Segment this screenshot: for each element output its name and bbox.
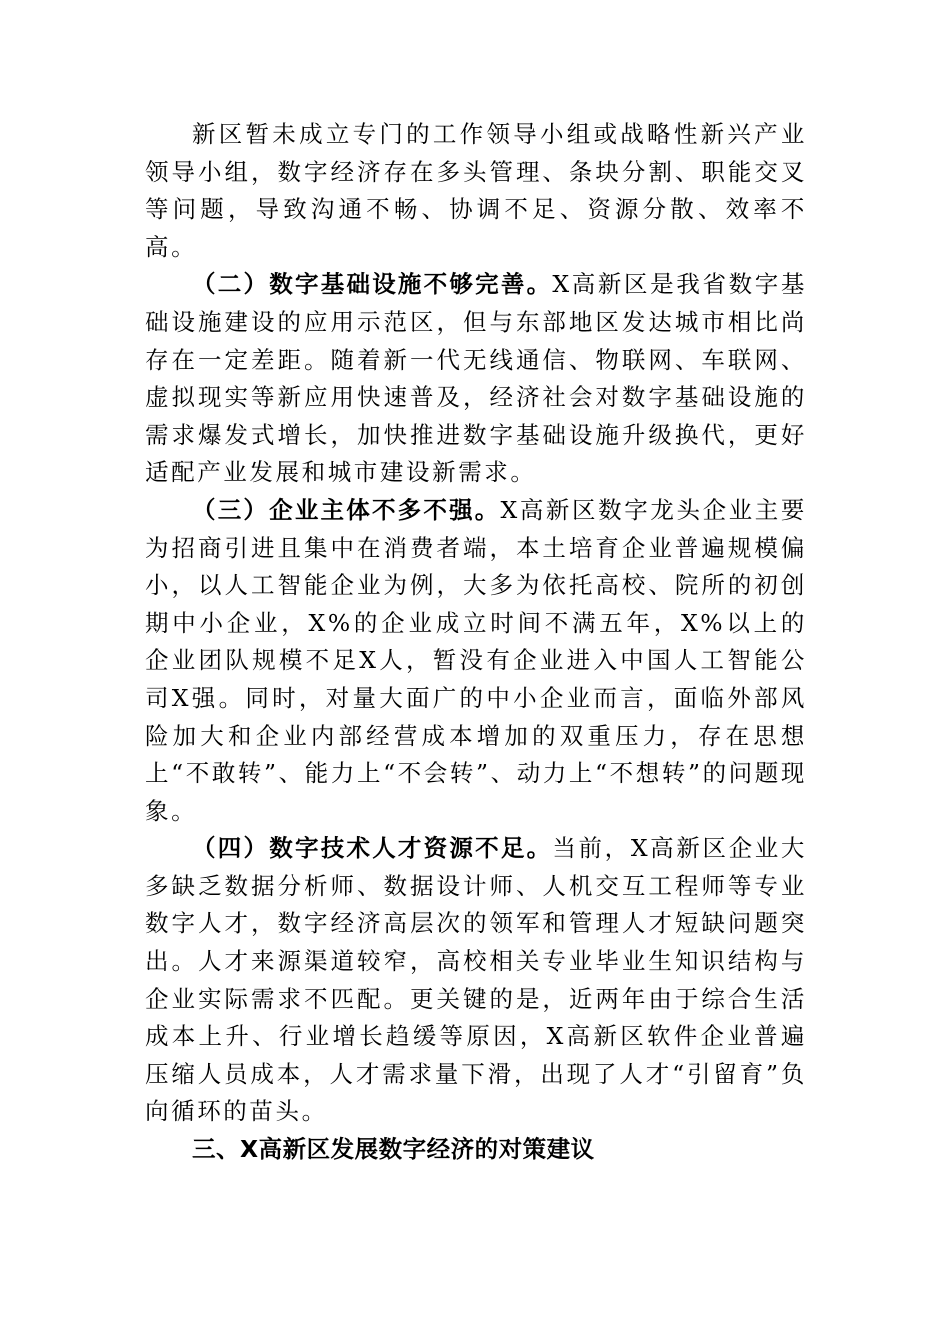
section-heading: 三、X高新区发展数字经济的对策建议 [192,1135,595,1164]
paragraph-3-text: X高新区数字龙头企业主要为招商引进且集中在消费者端，本土培育企业普遍规模偏小，以人工智能企业为例，大多为依托高校、院所的初创期中小企业，X%的企业成立时间不满五年，X%以上的企业团队规模不足X人，暂没有企业进入中国人工智能公司X强。同时，对量大面广的中小企业而言，面临外部风险加大和企业内部经营成本增加的双重压力，存在思想上“不敢转”、能力上“不会转”、动力上“不想转”的问题现象。 [145,495,807,825]
paragraph-4-text: 当前，X高新区企业大多缺乏数据分析师、数据设计师、人机交互工程师等专业数字人才，数字经济高层次的领军和管理人才短缺问题突出。人才来源渠道较窄，高校相关专业毕业生知识结构与企业实际需求不匹配。更关键的是，近两年由于综合生活成本上升、行业增长趋缓等原因，X高新区软件企业普遍压缩人员成本，人才需求量下滑，出现了人才“引留育”负向循环的苗头。 [145,834,807,1126]
paragraph-1-text: 新区暂未成立专门的工作领导小组或战略性新兴产业领导小组，数字经济存在多头管理、条块分割、职能交叉等问题，导致沟通不畅、协调不足、资源分散、效率不高。 [145,120,807,261]
paragraph-3-heading: （三）企业主体不多不强。 [192,495,501,524]
paragraph-3 [145,492,807,830]
paragraph-2-heading: （二）数字基础设施不够完善。 [192,270,553,299]
paragraph-2 [145,266,807,492]
paragraph-4-heading: （四）数字技术人才资源不足。 [192,834,553,863]
paragraph-4 [145,830,807,1131]
paragraph-1 [145,116,807,266]
document-page [145,116,807,1169]
paragraph-2-text: X高新区是我省数字基础设施建设的应用示范区，但与东部地区发达城市相比尚存在一定差距。随着新一代无线通信、物联网、车联网、虚拟现实等新应用快速普及，经济社会对数字基础设施的需求爆发式增长，加快推进数字基础设施升级换代，更好适配产业发展和城市建设新需求。 [145,270,807,487]
